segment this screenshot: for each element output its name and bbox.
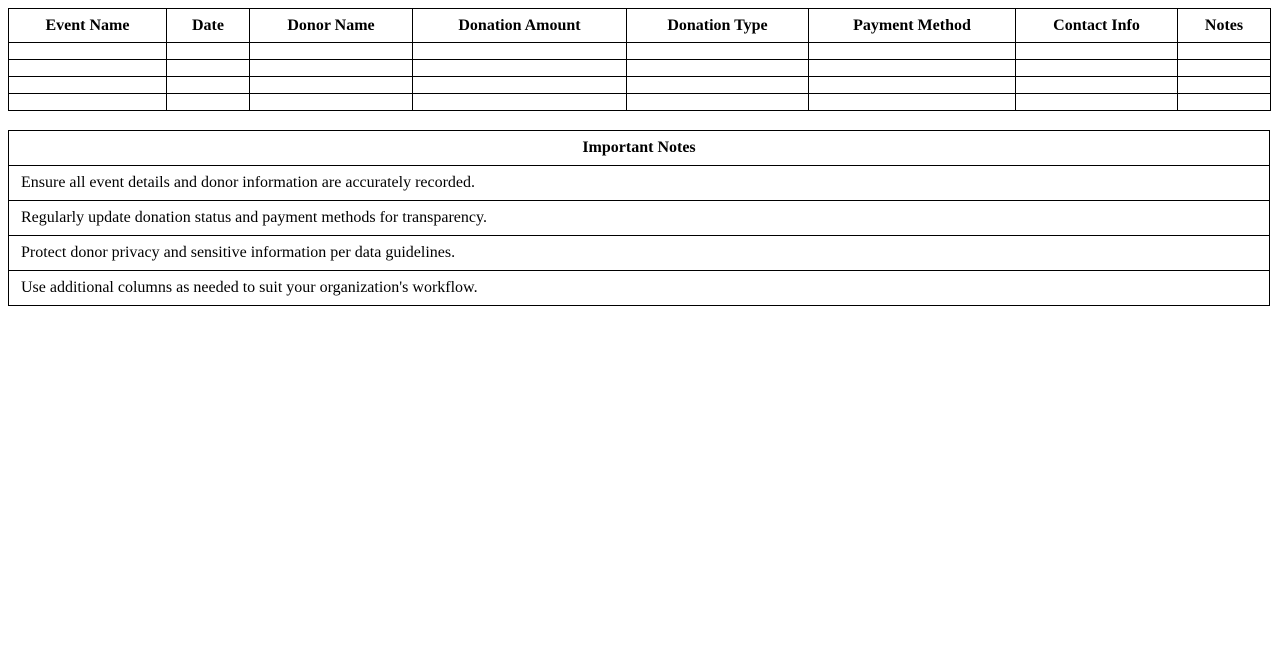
table-cell[interactable] xyxy=(9,94,167,111)
table-cell[interactable] xyxy=(1016,94,1178,111)
table-cell[interactable] xyxy=(167,94,250,111)
list-item xyxy=(9,166,1270,201)
note-text: Protect donor privacy and sensitive information per data guidelines. xyxy=(9,236,1270,271)
list-item xyxy=(9,271,1270,306)
table-cell[interactable] xyxy=(250,77,413,94)
table-cell[interactable] xyxy=(1178,60,1271,77)
table-cell[interactable] xyxy=(9,43,167,60)
table-cell[interactable] xyxy=(250,60,413,77)
table-cell[interactable] xyxy=(1178,43,1271,60)
note-text: Ensure all event details and donor information are accurately recorded. xyxy=(9,166,1270,201)
table-cell[interactable] xyxy=(1178,94,1271,111)
table-cell[interactable] xyxy=(1016,43,1178,60)
table-cell[interactable] xyxy=(809,60,1016,77)
column-header-date: Date xyxy=(167,9,250,43)
column-header-donor-name: Donor Name xyxy=(250,9,413,43)
table-cell[interactable] xyxy=(167,77,250,94)
table-cell[interactable] xyxy=(627,43,809,60)
table-cell[interactable] xyxy=(167,60,250,77)
table-cell[interactable] xyxy=(1178,77,1271,94)
table-cell[interactable] xyxy=(9,77,167,94)
table-row xyxy=(9,94,1271,111)
note-text: Regularly update donation status and payment methods for transparency. xyxy=(9,201,1270,236)
important-notes-table xyxy=(8,130,1270,306)
column-header-donation-type: Donation Type xyxy=(627,9,809,43)
table-cell[interactable] xyxy=(1016,77,1178,94)
table-cell[interactable] xyxy=(809,77,1016,94)
column-header-event-name: Event Name xyxy=(9,9,167,43)
table-cell[interactable] xyxy=(413,77,627,94)
table-row xyxy=(9,77,1271,94)
table-row xyxy=(9,60,1271,77)
table-cell[interactable] xyxy=(250,43,413,60)
table-cell[interactable] xyxy=(9,60,167,77)
notes-header-row xyxy=(9,131,1270,166)
table-cell[interactable] xyxy=(809,94,1016,111)
table-cell[interactable] xyxy=(413,94,627,111)
list-item xyxy=(9,201,1270,236)
column-header-payment-method: Payment Method xyxy=(809,9,1016,43)
table-cell[interactable] xyxy=(627,60,809,77)
table-cell[interactable] xyxy=(250,94,413,111)
table-row xyxy=(9,43,1271,60)
table-cell[interactable] xyxy=(167,43,250,60)
table-cell[interactable] xyxy=(809,43,1016,60)
table-cell[interactable] xyxy=(627,77,809,94)
column-header-notes: Notes xyxy=(1178,9,1271,43)
table-cell[interactable] xyxy=(1016,60,1178,77)
table-cell[interactable] xyxy=(627,94,809,111)
notes-title: Important Notes xyxy=(9,131,1270,166)
column-header-contact-info: Contact Info xyxy=(1016,9,1178,43)
table-cell[interactable] xyxy=(413,60,627,77)
table-header-row xyxy=(9,9,1271,43)
table-cell[interactable] xyxy=(413,43,627,60)
note-text: Use additional columns as needed to suit your organization's workflow. xyxy=(9,271,1270,306)
donation-table xyxy=(8,8,1271,111)
list-item xyxy=(9,236,1270,271)
column-header-donation-amount: Donation Amount xyxy=(413,9,627,43)
